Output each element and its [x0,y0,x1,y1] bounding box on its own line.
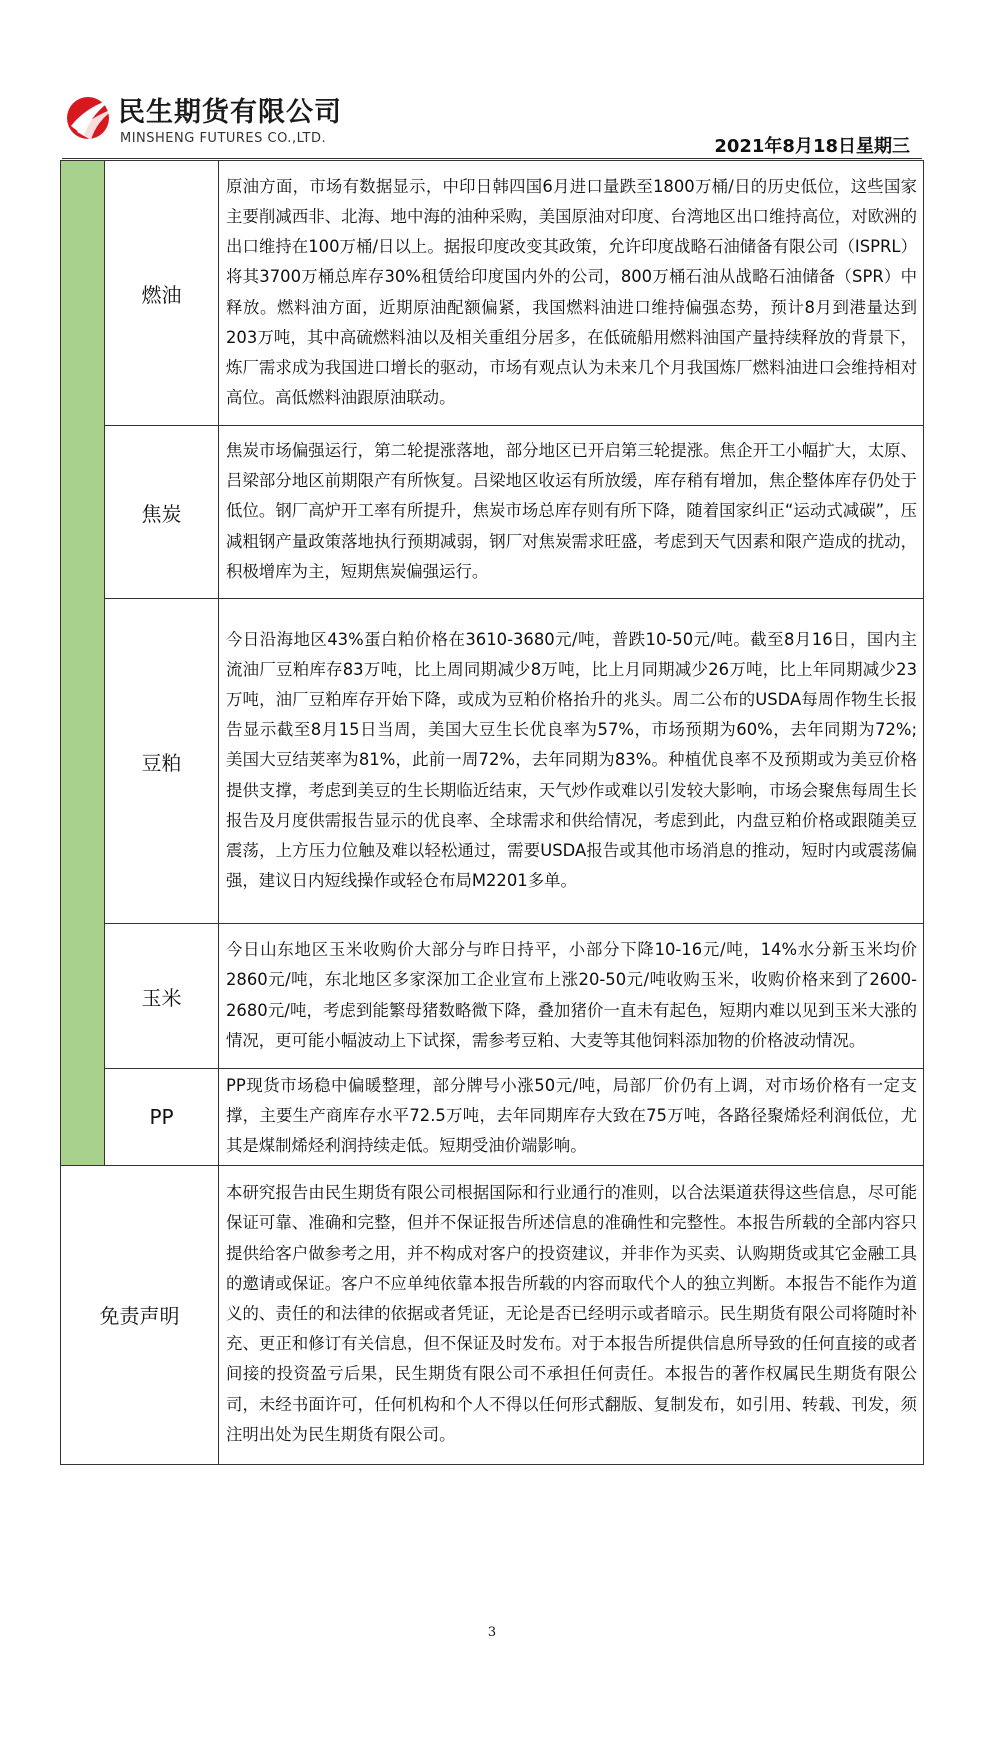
minsheng-logo-icon [62,88,122,148]
page-number: 3 [487,1625,497,1640]
row-text-fuel-oil: 原油方面，市场有数据显示，中印日韩四国6月进口量跌至1800万桶/日的历史低位，这些国家主要削减西非、北海、地中海的油种采购，美国原油对印度、台湾地区出口维持高位，对欧洲的出口维持在100万桶/日以上。据报印度改变其政策，允许印度战略石油储备有限公司（ISPRL）将其3700万桶总库存30%租赁给印度国内外的公司，800万桶石油从战略石油储备（SPR）中释放。燃料油方面，近期原油配额偏紧，我国燃料油进口维持偏强态势，预计8月到港量达到203万吨，其中高硫燃料油以及相关重组分居多，在低硫船用燃料油国产量持续释放的背景下，炼厂需求成为我国进口增长的驱动，市场有观点认为未来几个月我国炼厂燃料油进口会维持相对高位。高低燃料油跟原油联动。 [219,161,924,426]
row-text-coke: 焦炭市场偏强运行，第二轮提涨落地，部分地区已开启第三轮提涨。焦企开工小幅扩大，太原、吕梁部分地区前期限产有所恢复。吕梁地区收运有所放缓，库存稍有增加，焦企整体库存仍处于低位。钢厂高炉开工率有所提升，焦炭市场总库存则有所下降，随着国家纠正“运动式减碳”，压减粗钢产量政策落地执行预期减弱，钢厂对焦炭需求旺盛，考虑到天气因素和限产造成的扰动，积极增库为主，短期焦炭偏强运行。 [219,426,924,599]
category-side-band [61,161,105,1166]
header-divider [62,158,922,159]
disclaimer-row [61,1165,924,1464]
row-text-soybean-meal: 今日沿海地区43%蛋白粕价格在3610-3680元/吨，普跌10-50元/吨。截至8月16日，国内主流油厂豆粕库存83万吨，比上周同期减少8万吨，比上月同期减少26万吨，比上年同期减少23万吨，油厂豆粕库存开始下降，或成为豆粕价格抬升的兆头。周二公布的USDA每周作物生长报告显示截至8月15日当周，美国大豆生长优良率为57%，市场预期为60%，去年同期为72%; 美国大豆结荚率为81%，此前一周72%，去年同期为83%。种植优良率不及预期或为美豆价格提供支撑，考虑到美豆的生长期临近结束，天气炒作或难以引发较大影响，市场会聚焦每周生长报告及月度供需报告显示的优良率、全球需求和供给情况，考虑到此，内盘豆粕价格或跟随美豆震荡，上方压力位触及难以轻松通过，需要USDA报告或其他市场消息的推动，短时内或震荡偏强，建议日内短线操作或轻仓布局M2201多单。 [219,599,924,924]
company-name-en: MINSHENG FUTURES CO.,LTD. [120,131,327,146]
table-row [61,599,924,924]
row-label-corn: 玉米 [105,924,219,1069]
row-label-pp: PP [105,1069,219,1166]
table-row [61,161,924,426]
row-text-pp: PP现货市场稳中偏暖整理，部分牌号小涨50元/吨，局部厂价仍有上调，对市场价格有一定支撑，主要生产商库存水平72.5万吨，去年同期库存大致在75万吨，各路径聚烯烃利润低位，尤其是煤制烯烃利润持续走低。短期受油价端影响。 [219,1069,924,1166]
row-text-corn: 今日山东地区玉米收购价大部分与昨日持平，小部分下降10-16元/吨，14%水分新玉米均价2860元/吨，东北地区多家深加工企业宣布上涨20-50元/吨收购玉米，收购价格来到了2600-2680元/吨，考虑到能繁母猪数略微下降，叠加猪价一直未有起色，短期内难以见到玉米大涨的情况，更可能小幅波动上下试探，需参考豆粕、大麦等其他饲料添加物的价格波动情况。 [219,924,924,1069]
table-row [61,1069,924,1166]
disclaimer-label: 免责声明 [61,1165,219,1464]
table-row [61,924,924,1069]
page-header [62,88,922,157]
report-table [60,160,924,1465]
row-label-fuel-oil: 燃油 [105,161,219,426]
row-label-coke: 焦炭 [105,426,219,599]
disclaimer-text: 本研究报告由民生期货有限公司根据国际和行业通行的准则，以合法渠道获得这些信息，尽可能保证可靠、准确和完整，但并不保证报告所述信息的准确性和完整性。本报告所载的全部内容只提供给客户做参考之用，并不构成对客户的投资建议，并非作为买卖、认购期货或其它金融工具的邀请或保证。客户不应单纯依靠本报告所载的内容而取代个人的独立判断。本报告不能作为道义的、责任的和法律的依据或者凭证，无论是否已经明示或者暗示。民生期货有限公司将随时补充、更正和修订有关信息，但不保证及时发布。对于本报告所提供信息所导致的任何直接的或者间接的投资盈亏后果，民生期货有限公司不承担任何责任。本报告的著作权属民生期货有限公司，未经书面许可，任何机构和个人不得以任何形式翻版、复制发布，如引用、转载、刊发，须注明出处为民生期货有限公司。 [219,1165,924,1464]
company-name-cn: 民生期货有限公司 [118,97,342,128]
report-date: 2021年8月18日星期三 [714,136,910,157]
table-row [61,426,924,599]
row-label-soybean-meal: 豆粕 [105,599,219,924]
